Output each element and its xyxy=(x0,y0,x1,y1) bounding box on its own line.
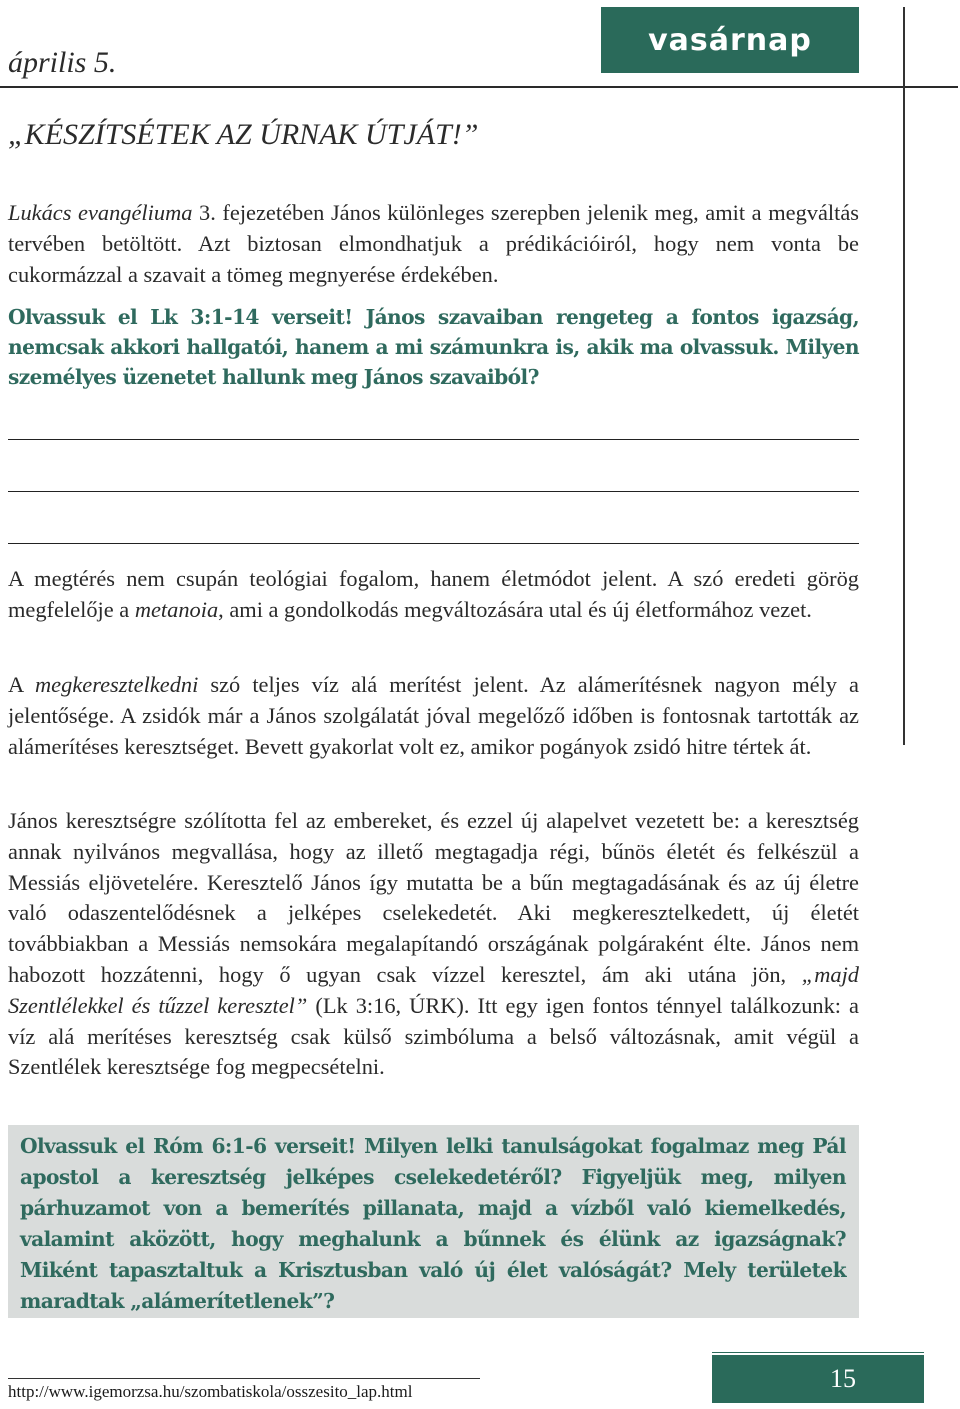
paragraph-text: János keresztségre szólította fel az embereket, és ezzel új alapelvet vezetett be: a keresztség annak nyilvános megvallása, hogy az illető megtagadja régi, bűnös életét és felkészül a Messiás eljövetelére. Keresztelő János így mutatta be a bűn megtagadásának és az új életre való odaszentelődésnek a jelképes cselekedetét. Aki megkeresztelkedett, új életét továbbiakban a Messiás nemsokára megalapítandó országának polgáraként élte. János nem habozott hozzátenni, hogy ő ugyan csak vízzel keresztel, ám aki utána jön, xyxy=(8,808,859,987)
intro-text: 3. fejezetében János különleges szerepben jelenik meg, amit a megváltás tervében betöltött. Azt biztosan elmondhatjuk a prédikációiról, hogy nem vonta be cukormázzal a szavait a tömeg megnyerése érdekében. xyxy=(8,200,859,287)
day-label: vasárnap xyxy=(648,22,812,58)
day-badge xyxy=(601,7,859,73)
footer-divider xyxy=(8,1378,480,1379)
page-number-rule xyxy=(712,1352,924,1353)
greek-term: metanoia xyxy=(134,596,219,622)
study-question-box xyxy=(8,1125,859,1318)
paragraph-text: szó teljes víz alá merítést jelent. Az alámerítésnek nagyon mély a jelentősége. A zsidók már a János szolgálatát jóval megelőző időben is fontosnak tartották az alámerítéses keresztséget. Bevett gyakorlat volt ez, amikor pogányok zsidó hitre tértek át. xyxy=(8,672,859,759)
answer-line[interactable] xyxy=(8,543,859,544)
source-url-link[interactable]: http://www.igemorzsa.hu/szombatiskola/osszesito_lap.html xyxy=(8,1382,413,1401)
paragraph-text: A xyxy=(8,672,36,697)
paragraph-repentance xyxy=(8,564,859,626)
paragraph-text: A megtérés nem csupán teológiai fogalom, hanem életmódot jelent. A szó eredeti görög megfelelője a xyxy=(8,566,859,622)
term: megkeresztelkedni xyxy=(35,672,199,697)
book-name: Lukács evangéliuma xyxy=(8,200,193,225)
lesson-title: „KÉSZÍTSÉTEK AZ ÚRNAK ÚTJÁT!” xyxy=(8,118,479,151)
paragraph-text: (Lk 3:16, ÚRK). Itt egy igen fontos ténnyel találkozunk: a víz alá merítéses keresztség csak külső szimbóluma a belső változásnak, amit végül a Szentlélek keresztsége fog megpecsételni. xyxy=(8,992,859,1080)
study-question-1: Olvassuk el Lk 3:1-14 verseit! János szavaiban rengeteg a fontos igazság, nemcsak akkori hallgatói, hanem a mi számunkra is, akik ma olvassuk. Milyen személyes üzenetet hallunk meg János szavaiból? xyxy=(8,305,859,389)
page-number-box xyxy=(712,1355,924,1403)
answer-line[interactable] xyxy=(8,439,859,440)
paragraph-john-baptism xyxy=(8,806,859,1083)
intro-paragraph xyxy=(8,198,859,290)
answer-line[interactable] xyxy=(8,491,859,492)
page-number: 15 xyxy=(830,1364,856,1393)
date-label: április 5. xyxy=(8,46,117,79)
header-divider xyxy=(0,86,958,88)
margin-divider xyxy=(903,7,905,745)
paragraph-text: , ami a gondolkodás megváltozására utal és új életformához vezet. xyxy=(218,596,812,622)
paragraph-baptism xyxy=(8,670,859,762)
scripture-quote: „majd Szentlélekkel és tűzzel keresztel” xyxy=(8,961,859,1018)
study-question-2: Olvassuk el Róm 6:1-6 verseit! Milyen lelki tanulságokat fogalmaz meg Pál apostol a keresztség jelképes cselekedetéről? Figyeljük meg, milyen párhuzamot von a bemerítés pillanata, majd a vízből való kiemelkedés, valamint aközött, hogy meghalunk a bűnnek és élünk az igazságnak? Miként tapasztaltuk a Krisztusban való új élet valóságát? Mely területek maradtak „alámerítetlenek”? xyxy=(20,1134,846,1313)
